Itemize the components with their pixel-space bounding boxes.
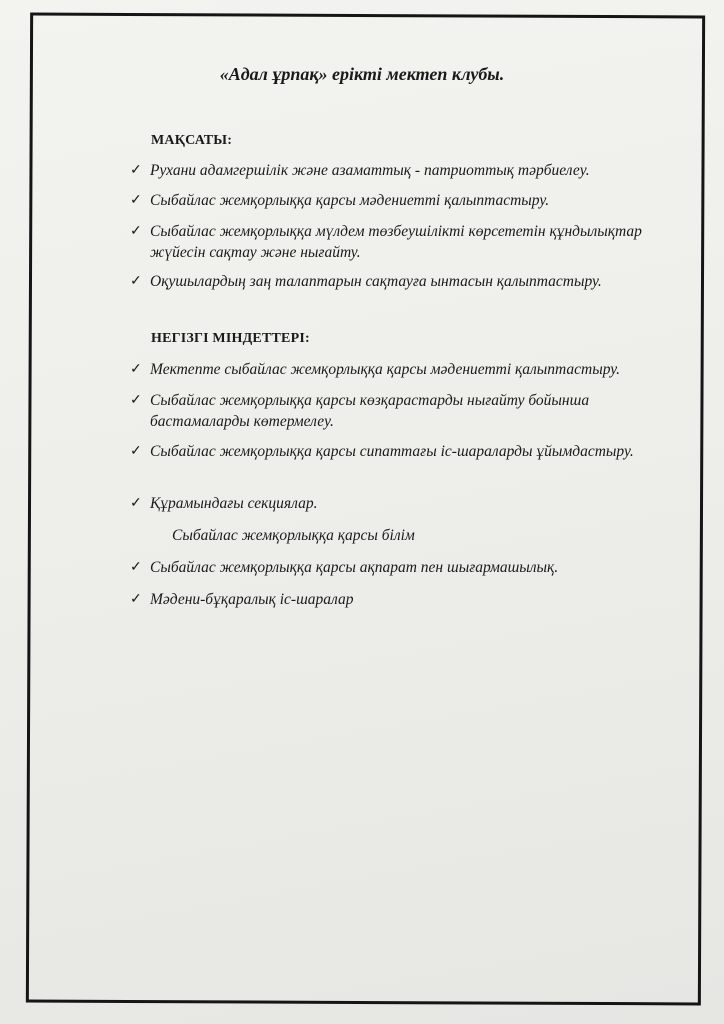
goal-item bbox=[130, 190, 690, 211]
checkmark-icon: ✓ bbox=[130, 444, 142, 459]
task-item bbox=[130, 441, 690, 462]
section-sub-line: Сыбайлас жемқорлыққа қарсы білім bbox=[172, 527, 415, 544]
goal-item bbox=[130, 160, 690, 181]
task-item-text: Мектепте сыбайлас жемқорлыққа қарсы мәдениетті қалыптастыру. bbox=[150, 361, 621, 378]
checkmark-icon: ✓ bbox=[130, 592, 142, 607]
task-item bbox=[130, 359, 690, 380]
document-title: «Адал ұрпақ» ерікті мектеп клубы. bbox=[219, 64, 505, 84]
task-item-text: Сыбайлас жемқорлыққа қарсы сипаттағы іс-шараларды ұйымдастыру. bbox=[150, 443, 634, 460]
task-item-text: Сыбайлас жемқорлыққа қарсы ақпарат пен шығармашылық. bbox=[150, 559, 559, 576]
checkmark-icon: ✓ bbox=[130, 224, 142, 239]
task-item bbox=[130, 589, 690, 610]
checkmark-icon: ✓ bbox=[130, 193, 142, 208]
task-item bbox=[130, 557, 690, 578]
goal-item-text: Сыбайлас жемқорлыққа қарсы мәдениетті қалыптастыру. bbox=[150, 192, 550, 209]
task-item-text: Құрамындағы секциялар. bbox=[150, 495, 318, 512]
goal-item-text: Рухани адамгершілік және азаматтық - патриоттық тәрбиелеу. bbox=[150, 162, 590, 179]
checkmark-icon: ✓ bbox=[130, 393, 142, 408]
task-item bbox=[130, 493, 690, 514]
checkmark-icon: ✓ bbox=[130, 163, 142, 178]
checkmark-icon: ✓ bbox=[130, 560, 142, 575]
goal-item bbox=[130, 271, 690, 292]
goal-item-text: Оқушылардың заң талаптарын сақтауға ынтасын қалыптастыру. bbox=[150, 273, 602, 290]
checkmark-icon: ✓ bbox=[130, 496, 142, 511]
goal-item bbox=[130, 221, 690, 263]
checkmark-icon: ✓ bbox=[130, 362, 142, 377]
goal-item-text: Сыбайлас жемқорлыққа мүлдем төзбеушілікті көрсететін құндылықтар жүйесін сақтау және нығайту. bbox=[150, 223, 642, 261]
task-item-text: Мәдени-бұқаралық іс-шаралар bbox=[150, 591, 354, 608]
checkmark-icon: ✓ bbox=[130, 274, 142, 289]
task-item bbox=[130, 390, 690, 432]
task-item-text: Сыбайлас жемқорлыққа қарсы көзқарастарды нығайту бойынша бастамаларды көтермелеу. bbox=[150, 392, 590, 430]
goals-heading: МАҚСАТЫ: bbox=[151, 133, 233, 148]
tasks-heading: НЕГІЗГІ МІНДЕТТЕРІ: bbox=[151, 331, 310, 346]
